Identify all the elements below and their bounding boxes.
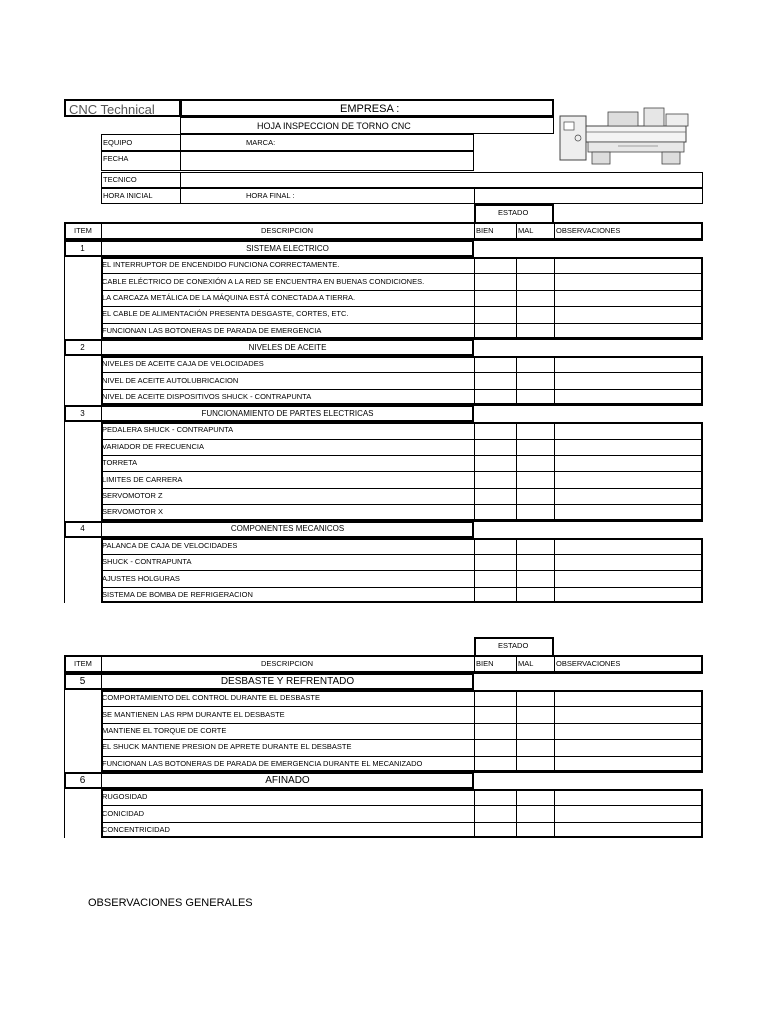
bien-cell[interactable]	[476, 308, 514, 320]
tecnico-row	[101, 172, 703, 188]
mal-cell[interactable]	[518, 824, 552, 836]
observaciones-cell[interactable]	[556, 391, 701, 403]
bien-cell[interactable]	[476, 441, 514, 453]
bien-cell[interactable]	[476, 259, 514, 271]
bien-cell[interactable]	[476, 292, 514, 304]
empresa-box	[180, 99, 554, 117]
mal-cell[interactable]	[518, 708, 552, 720]
observaciones-cell[interactable]	[556, 692, 701, 704]
row-description: LA CARCAZA METÁLICA DE LA MÁQUINA ESTÁ CONECTADA A TIERRA.	[102, 293, 356, 302]
mal-cell[interactable]	[518, 725, 552, 737]
doc-title-box	[180, 117, 554, 134]
mal-cell[interactable]	[518, 441, 552, 453]
fecha-label: FECHA	[103, 154, 129, 163]
hora-final-label: HORA FINAL :	[246, 191, 295, 200]
row-description: FUNCIONAN LAS BOTONERAS DE PARADA DE EMERGENCIA DURANTE EL MECANIZADO	[102, 758, 423, 768]
lathe-illustration	[558, 102, 698, 170]
row-description: MANTIENE EL TORQUE DE CORTE	[102, 726, 227, 735]
bien-cell[interactable]	[476, 424, 514, 436]
bien-cell[interactable]	[476, 807, 514, 819]
row-description: SISTEMA DE BOMBA DE REFRIGERACION	[102, 590, 253, 599]
bien-cell[interactable]	[476, 572, 514, 584]
row-description: TORRETA	[102, 458, 138, 468]
bien-cell[interactable]	[476, 708, 514, 720]
section-number: 5	[79, 675, 86, 687]
observaciones-cell[interactable]	[556, 506, 701, 518]
row-description: SERVOMOTOR X	[102, 507, 163, 517]
observaciones-cell[interactable]	[556, 308, 701, 320]
row-description: LIMITES DE CARRERA	[102, 474, 183, 484]
mal-cell[interactable]	[518, 292, 552, 304]
bien-cell[interactable]	[476, 741, 514, 753]
row-description: NIVEL DE ACEITE AUTOLUBRICACION	[102, 375, 239, 385]
bien-cell[interactable]	[476, 824, 514, 836]
marca-label: MARCA:	[246, 138, 276, 147]
bien-cell[interactable]	[476, 725, 514, 737]
row-description: PEDALERA SHUCK - CONTRAPUNTA	[102, 425, 234, 435]
column-mal: MAL	[518, 226, 534, 235]
lathe-icon	[558, 102, 698, 170]
section-title: FUNCIONAMIENTO DE PARTES ELECTRICAS	[201, 408, 374, 418]
mal-cell[interactable]	[518, 308, 552, 320]
column-bien: BIEN	[476, 659, 494, 668]
section-number: 4	[80, 524, 85, 534]
section-title: AFINADO	[265, 774, 310, 786]
mal-cell[interactable]	[518, 758, 552, 770]
row-description: CABLE ELÉCTRICO DE CONEXIÓN A LA RED SE ENCUENTRA EN BUENAS CONDICIONES.	[102, 276, 425, 286]
observaciones-cell[interactable]	[556, 473, 701, 485]
column-observaciones: OBSERVACIONES	[556, 659, 621, 668]
observaciones-cell[interactable]	[556, 374, 701, 386]
mal-cell[interactable]	[518, 275, 552, 287]
section-title: NIVELES DE ACEITE	[248, 342, 327, 352]
observaciones-cell[interactable]	[556, 275, 701, 287]
row-description: PALANCA DE CAJA DE VELOCIDADES	[102, 540, 238, 550]
row-description: EL SHUCK MANTIENE PRESION DE APRETE DURANTE EL DESBASTE	[102, 742, 352, 752]
doc-title: HOJA INSPECCION DE TORNO CNC	[257, 121, 411, 131]
row-description: FUNCIONAN LAS BOTONERAS DE PARADA DE EMERGENCIA	[102, 325, 322, 335]
observaciones-cell[interactable]	[556, 556, 701, 568]
row-description: COMPORTAMIENTO DEL CONTROL DURANTE EL DESBASTE	[102, 693, 320, 703]
row-description: RUGOSIDAD	[102, 792, 148, 802]
row-description: NIVEL DE ACEITE DISPOSITIVOS SHUCK - CONTRAPUNTA	[102, 392, 312, 401]
row-description: SHUCK - CONTRAPUNTA	[102, 557, 192, 567]
row-description: CONICIDAD	[102, 808, 145, 818]
row-description: NIVELES DE ACEITE CAJA DE VELOCIDADES	[102, 359, 264, 369]
column-observaciones: OBSERVACIONES	[556, 226, 621, 235]
section-title: DESBASTE Y REFRENTADO	[220, 675, 355, 687]
observaciones-cell[interactable]	[556, 708, 701, 720]
row-description: VARIADOR DE FRECUENCIA	[102, 441, 204, 451]
bien-cell[interactable]	[476, 758, 514, 770]
section-number: 2	[80, 342, 85, 352]
bien-cell[interactable]	[476, 358, 514, 370]
bien-cell[interactable]	[476, 490, 514, 502]
observaciones-cell[interactable]	[556, 540, 701, 552]
equipo-label: EQUIPO	[103, 138, 133, 147]
observaciones-cell[interactable]	[556, 741, 701, 753]
observaciones-cell[interactable]	[556, 457, 701, 469]
equipo-row	[101, 134, 474, 151]
bien-cell[interactable]	[476, 540, 514, 552]
empresa-label: EMPRESA :	[340, 103, 400, 115]
bien-cell[interactable]	[476, 473, 514, 485]
observaciones-cell[interactable]	[556, 824, 701, 836]
observaciones-cell[interactable]	[556, 358, 701, 370]
mal-cell[interactable]	[518, 259, 552, 271]
observaciones-cell[interactable]	[556, 490, 701, 502]
bien-cell[interactable]	[476, 506, 514, 518]
hora-inicial-label: HORA INICIAL	[103, 191, 153, 200]
observaciones-cell[interactable]	[556, 589, 701, 601]
mal-cell[interactable]	[518, 325, 552, 337]
mal-cell[interactable]	[518, 741, 552, 753]
section-title: COMPONENTES MECANICOS	[230, 524, 345, 534]
mal-cell[interactable]	[518, 506, 552, 518]
column-mal: MAL	[518, 659, 534, 668]
bien-cell[interactable]	[476, 791, 514, 803]
column-item: ITEM	[74, 659, 92, 668]
row-description: EL CABLE DE ALIMENTACIÓN PRESENTA DESGASTE, CORTES, ETC.	[102, 309, 349, 319]
section-title: SISTEMA ELECTRICO	[246, 243, 329, 253]
mal-cell[interactable]	[518, 540, 552, 552]
observaciones-cell[interactable]	[556, 292, 701, 304]
mal-cell[interactable]	[518, 807, 552, 819]
mal-cell[interactable]	[518, 572, 552, 584]
observaciones-cell[interactable]	[556, 441, 701, 453]
mal-cell[interactable]	[518, 358, 552, 370]
mal-cell[interactable]	[518, 457, 552, 469]
fecha-row	[101, 151, 474, 171]
observaciones-cell[interactable]	[556, 424, 701, 436]
mal-cell[interactable]	[518, 490, 552, 502]
mal-cell[interactable]	[518, 473, 552, 485]
observaciones-cell[interactable]	[556, 725, 701, 737]
section-number: 3	[80, 408, 85, 418]
mal-cell[interactable]	[518, 391, 552, 403]
column-item: ITEM	[74, 226, 92, 235]
observaciones-cell[interactable]	[556, 791, 701, 803]
bien-cell[interactable]	[476, 391, 514, 403]
row-description: SE MANTIENEN LAS RPM DURANTE EL DESBASTE	[102, 709, 285, 719]
row-description: SERVOMOTOR Z	[102, 491, 163, 500]
estado-header: ESTADO	[498, 641, 529, 650]
column-descripcion: DESCRIPCION	[261, 226, 314, 235]
section-number: 6	[79, 774, 86, 786]
mal-cell[interactable]	[518, 424, 552, 436]
observaciones-cell[interactable]	[556, 572, 701, 584]
mal-cell[interactable]	[518, 374, 552, 386]
bien-cell[interactable]	[476, 692, 514, 704]
mal-cell[interactable]	[518, 692, 552, 704]
bien-cell[interactable]	[476, 457, 514, 469]
bien-cell[interactable]	[476, 556, 514, 568]
observaciones-cell[interactable]	[556, 758, 701, 770]
tecnico-label: TECNICO	[103, 175, 137, 184]
mal-cell[interactable]	[518, 589, 552, 601]
column-descripcion: DESCRIPCION	[261, 659, 314, 668]
observaciones-cell[interactable]	[556, 807, 701, 819]
column-bien: BIEN	[476, 226, 494, 235]
section-number: 1	[80, 243, 85, 253]
brand-box	[64, 99, 181, 117]
estado-header: ESTADO	[498, 208, 529, 217]
observaciones-cell[interactable]	[556, 259, 701, 271]
row-description: AJUSTES HOLGURAS	[102, 573, 180, 583]
row-description: CONCENTRICIDAD	[102, 825, 170, 834]
bien-cell[interactable]	[476, 275, 514, 287]
bien-cell[interactable]	[476, 325, 514, 337]
observaciones-cell[interactable]	[556, 325, 701, 337]
observaciones-generales-label: OBSERVACIONES GENERALES	[88, 897, 253, 909]
mal-cell[interactable]	[518, 556, 552, 568]
brand-name: CNC Technical	[69, 102, 155, 117]
bien-cell[interactable]	[476, 589, 514, 601]
hora-row	[101, 188, 703, 204]
bien-cell[interactable]	[476, 374, 514, 386]
row-description: EL INTERRUPTOR DE ENCENDIDO FUNCIONA CORRECTAMENTE.	[102, 260, 340, 270]
mal-cell[interactable]	[518, 791, 552, 803]
